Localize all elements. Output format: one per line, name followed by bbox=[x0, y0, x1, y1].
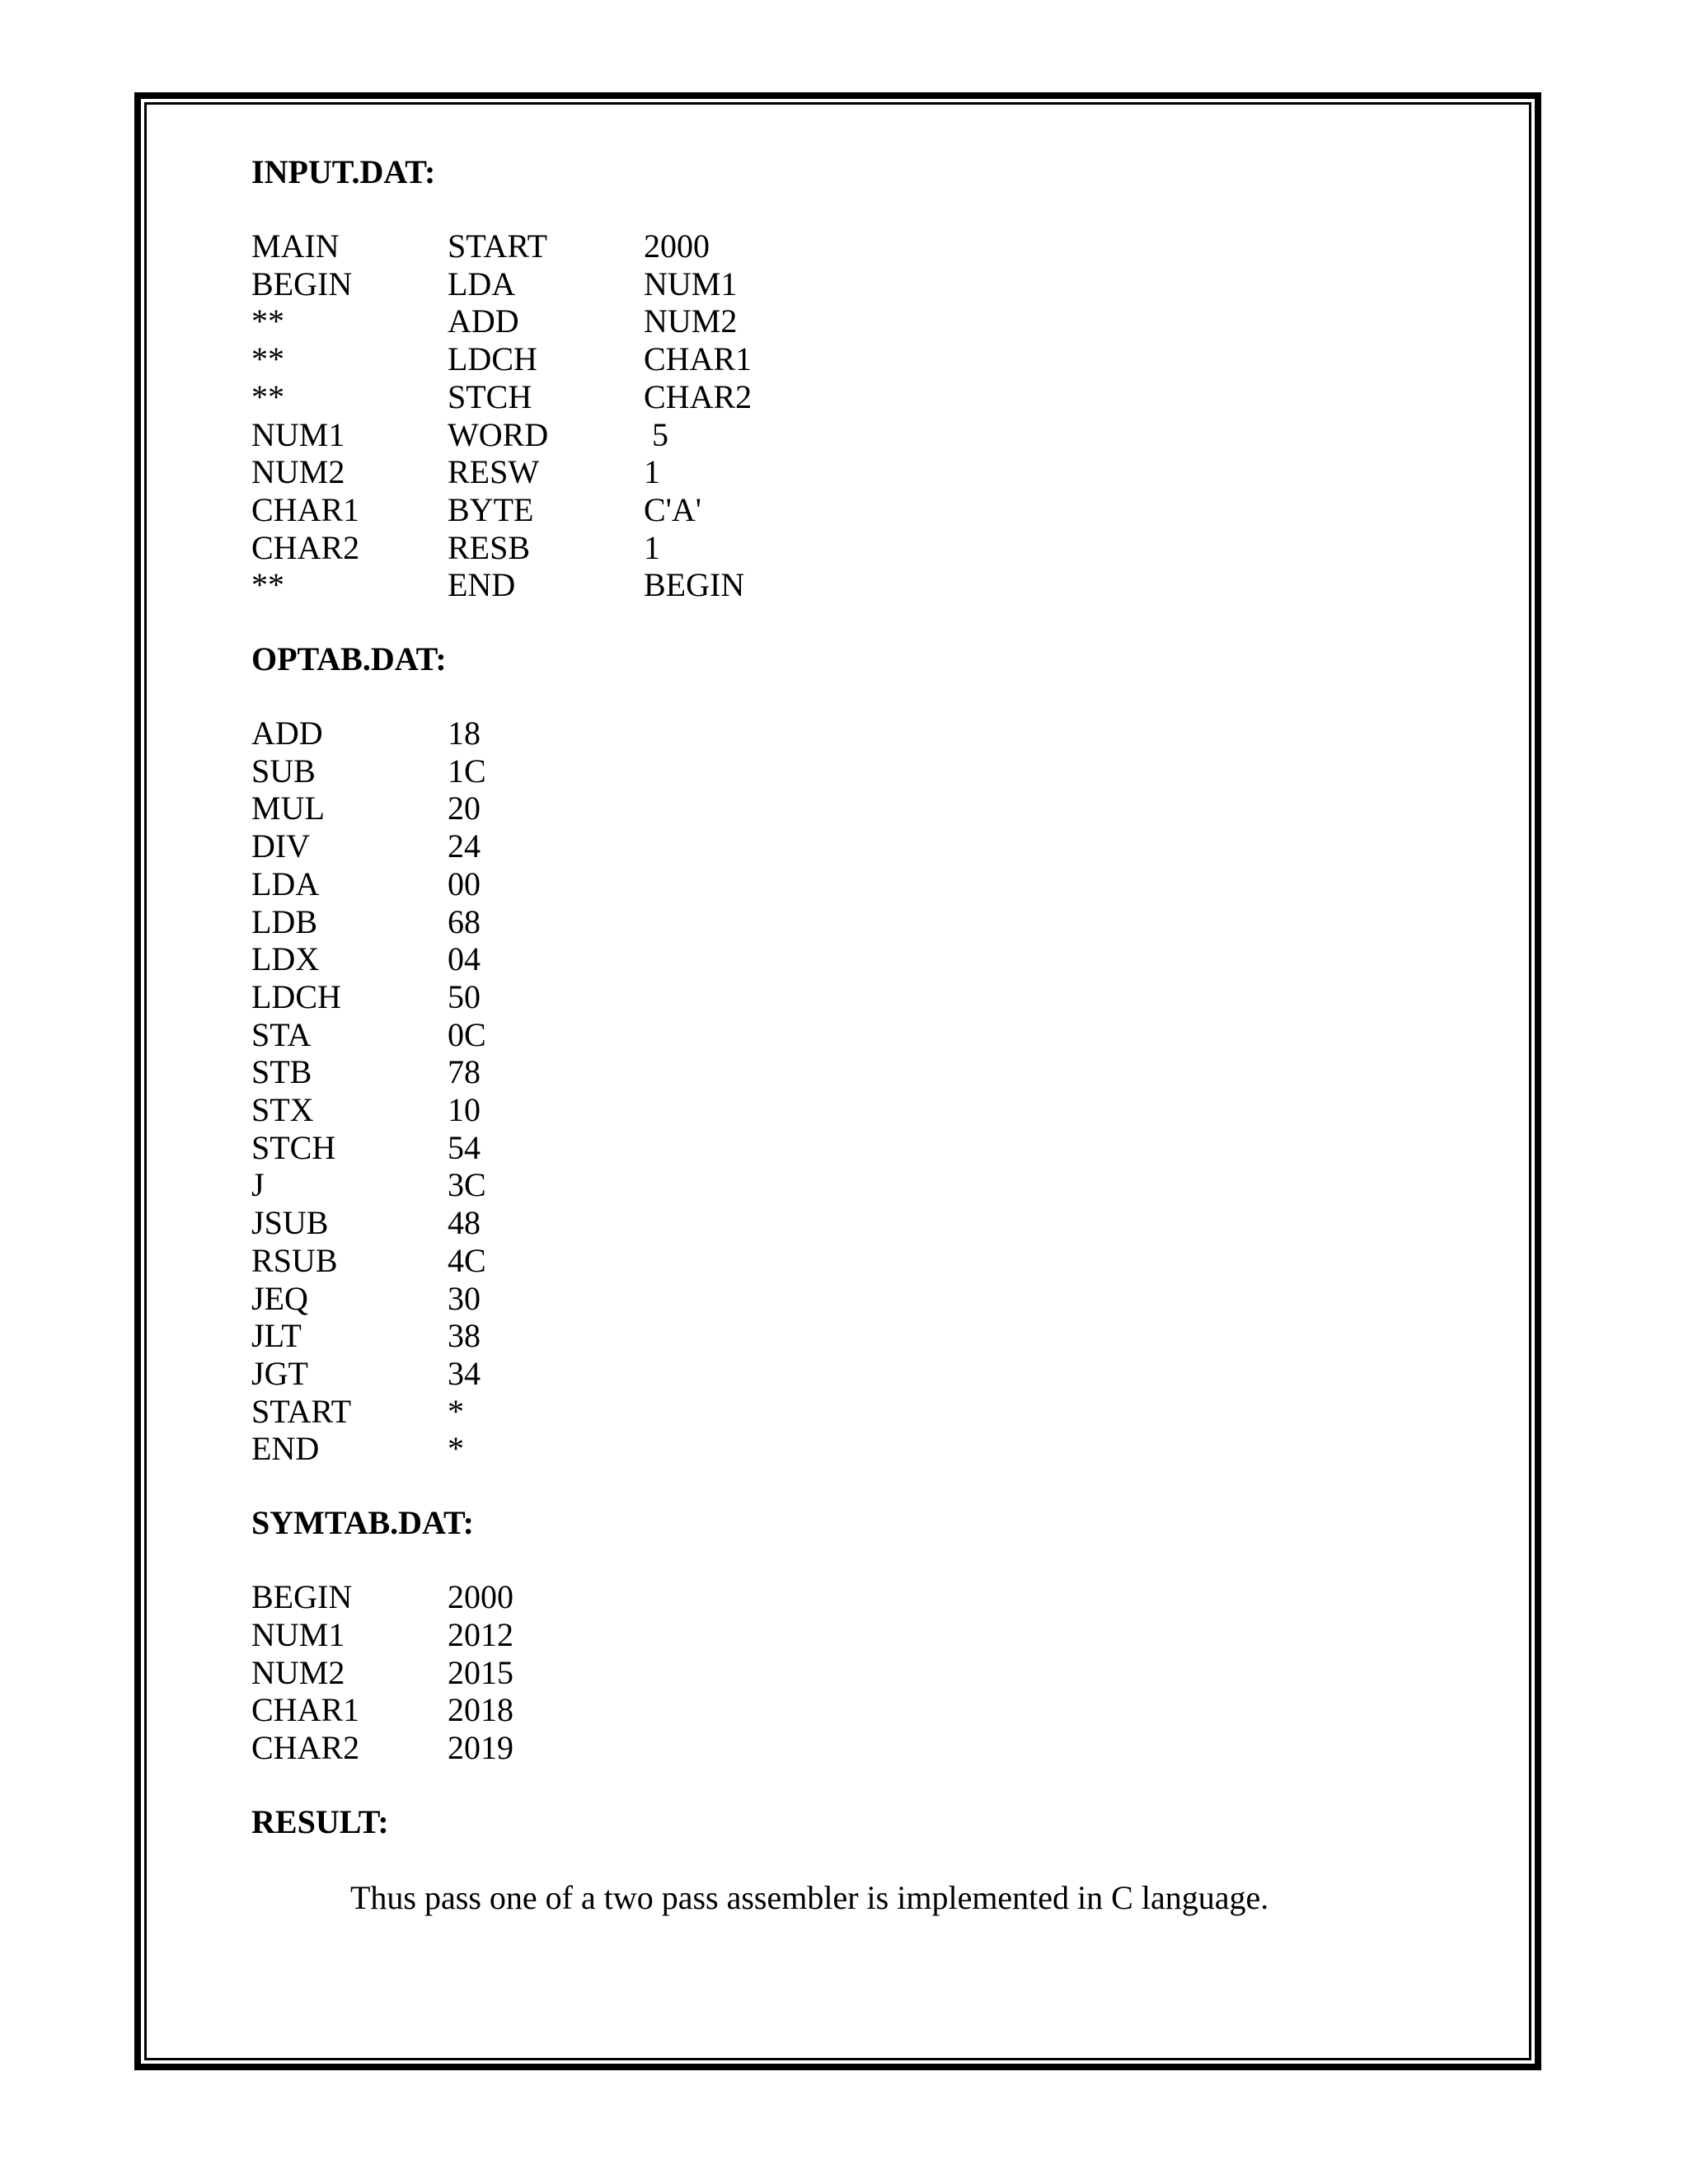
input-row-cell: 1 bbox=[644, 453, 660, 491]
input-row-cell: BEGIN bbox=[644, 566, 745, 604]
symtab-row bbox=[251, 1616, 1447, 1654]
result-heading: RESULT: bbox=[251, 1802, 389, 1840]
input-row-cell: STCH bbox=[448, 377, 532, 415]
optab-row-cell: JSUB bbox=[251, 1204, 329, 1242]
input-row-cell: CHAR1 bbox=[251, 490, 360, 528]
symtab-row-cell: CHAR2 bbox=[251, 1728, 360, 1766]
optab-row-cell: RSUB bbox=[251, 1241, 338, 1279]
input-row-cell: START bbox=[448, 227, 548, 265]
optab-row-cell: 18 bbox=[448, 715, 481, 752]
optab-row-cell: LDCH bbox=[251, 977, 341, 1015]
input-row-cell: RESB bbox=[448, 528, 531, 566]
optab-dat-heading: OPTAB.DAT: bbox=[251, 640, 447, 678]
optab-row bbox=[251, 1355, 1447, 1393]
symtab-row bbox=[251, 1654, 1447, 1692]
optab-row-cell: END bbox=[251, 1430, 320, 1468]
optab-row-cell: MUL bbox=[251, 790, 325, 827]
symtab-row-cell: CHAR1 bbox=[251, 1691, 360, 1729]
optab-row bbox=[251, 865, 1447, 903]
optab-row bbox=[251, 1166, 1447, 1204]
optab-row bbox=[251, 1280, 1447, 1318]
symtab-row-cell: 2000 bbox=[448, 1578, 513, 1616]
input-row-cell: ** bbox=[251, 302, 284, 340]
optab-row bbox=[251, 1053, 1447, 1091]
input-row bbox=[251, 340, 1447, 378]
optab-row bbox=[251, 1317, 1447, 1355]
input-row-cell: CHAR2 bbox=[644, 377, 753, 415]
input-row-cell: END bbox=[448, 566, 516, 604]
input-row-cell: ADD bbox=[448, 302, 519, 340]
optab-row-cell: 1C bbox=[448, 752, 486, 790]
symtab-row-cell: NUM2 bbox=[251, 1653, 345, 1691]
optab-row bbox=[251, 978, 1447, 1016]
optab-row bbox=[251, 827, 1447, 865]
optab-dat-table bbox=[251, 715, 1447, 1468]
input-row-cell: WORD bbox=[448, 415, 549, 453]
optab-row bbox=[251, 903, 1447, 941]
optab-row-cell: 38 bbox=[448, 1317, 481, 1355]
optab-row-cell: 78 bbox=[448, 1053, 481, 1091]
optab-row-cell: 04 bbox=[448, 940, 481, 978]
optab-row bbox=[251, 1091, 1447, 1129]
optab-row-cell: LDA bbox=[251, 865, 320, 902]
optab-row-cell: JGT bbox=[251, 1354, 308, 1392]
optab-row-cell: 48 bbox=[448, 1204, 481, 1242]
input-row-cell: NUM1 bbox=[251, 415, 345, 453]
input-row-cell: LDA bbox=[448, 265, 516, 302]
input-dat-table bbox=[251, 227, 1447, 604]
input-row-cell: MAIN bbox=[251, 227, 340, 265]
optab-row bbox=[251, 1430, 1447, 1468]
input-row-cell: RESW bbox=[448, 453, 540, 491]
symtab-row bbox=[251, 1729, 1447, 1767]
optab-row-cell: 0C bbox=[448, 1015, 486, 1053]
optab-row-cell: STX bbox=[251, 1091, 314, 1129]
symtab-row bbox=[251, 1578, 1447, 1616]
input-row bbox=[251, 378, 1447, 416]
input-row-cell: ** bbox=[251, 340, 284, 378]
optab-row-cell: SUB bbox=[251, 752, 316, 790]
optab-row-cell: LDB bbox=[251, 902, 317, 940]
optab-row bbox=[251, 1129, 1447, 1167]
optab-row bbox=[251, 752, 1447, 790]
optab-row-cell: 4C bbox=[448, 1241, 486, 1279]
input-row bbox=[251, 529, 1447, 567]
optab-row-cell: DIV bbox=[251, 827, 311, 865]
input-row-cell: NUM2 bbox=[644, 302, 738, 340]
optab-row-cell: 24 bbox=[448, 827, 481, 865]
input-row bbox=[251, 302, 1447, 340]
input-row-cell: BEGIN bbox=[251, 265, 353, 302]
optab-row-cell: 30 bbox=[448, 1279, 481, 1317]
result-text: Thus pass one of a two pass assembler is implemented in C language. bbox=[350, 1878, 1269, 1916]
symtab-row-cell: 2015 bbox=[448, 1653, 513, 1691]
optab-row-cell: JLT bbox=[251, 1317, 302, 1355]
symtab-row-cell: 2012 bbox=[448, 1615, 513, 1653]
optab-row-cell: ADD bbox=[251, 715, 323, 752]
input-row bbox=[251, 491, 1447, 529]
optab-row bbox=[251, 1204, 1447, 1242]
document-content bbox=[251, 153, 1447, 1917]
optab-row-cell: 34 bbox=[448, 1354, 481, 1392]
optab-row-cell: STCH bbox=[251, 1128, 336, 1166]
input-row-cell: NUM2 bbox=[251, 453, 345, 491]
input-row bbox=[251, 416, 1447, 454]
input-row-cell: NUM1 bbox=[644, 265, 738, 302]
optab-row-cell: START bbox=[251, 1392, 352, 1430]
optab-row-cell: 00 bbox=[448, 865, 481, 902]
input-row bbox=[251, 227, 1447, 265]
optab-row-cell: 10 bbox=[448, 1091, 481, 1129]
optab-row bbox=[251, 1393, 1447, 1431]
optab-row-cell: STA bbox=[251, 1015, 312, 1053]
symtab-row-cell: 2019 bbox=[448, 1728, 513, 1766]
input-row-cell: 2000 bbox=[644, 227, 710, 265]
symtab-row-cell: BEGIN bbox=[251, 1578, 353, 1616]
optab-row-cell: 68 bbox=[448, 902, 481, 940]
symtab-row bbox=[251, 1691, 1447, 1729]
optab-row-cell: 3C bbox=[448, 1166, 486, 1204]
input-row-cell: 1 bbox=[644, 528, 660, 566]
optab-row bbox=[251, 790, 1447, 827]
optab-row-cell: J bbox=[251, 1166, 265, 1204]
optab-row-cell: STB bbox=[251, 1053, 312, 1091]
input-row-cell: ** bbox=[251, 566, 284, 604]
optab-row bbox=[251, 1016, 1447, 1054]
input-row bbox=[251, 566, 1447, 604]
optab-row-cell: * bbox=[448, 1392, 464, 1430]
input-row-cell: CHAR1 bbox=[644, 340, 753, 378]
input-row-cell: C'A' bbox=[644, 490, 701, 528]
input-row-cell: BYTE bbox=[448, 490, 534, 528]
input-row bbox=[251, 265, 1447, 303]
optab-row bbox=[251, 940, 1447, 978]
input-row-cell: ** bbox=[251, 377, 284, 415]
optab-row-cell: 50 bbox=[448, 977, 481, 1015]
input-row bbox=[251, 453, 1447, 491]
optab-row bbox=[251, 715, 1447, 752]
optab-row-cell: 20 bbox=[448, 790, 481, 827]
optab-row bbox=[251, 1242, 1447, 1280]
symtab-row-cell: 2018 bbox=[448, 1691, 513, 1729]
input-dat-heading: INPUT.DAT: bbox=[251, 153, 436, 190]
symtab-row-cell: NUM1 bbox=[251, 1615, 345, 1653]
optab-row-cell: JEQ bbox=[251, 1279, 308, 1317]
optab-row-cell: * bbox=[448, 1430, 464, 1468]
symtab-dat-heading: SYMTAB.DAT: bbox=[251, 1504, 474, 1542]
symtab-dat-table bbox=[251, 1578, 1447, 1767]
input-row-cell: CHAR2 bbox=[251, 528, 360, 566]
optab-row-cell: LDX bbox=[251, 940, 320, 978]
input-row-cell: LDCH bbox=[448, 340, 537, 378]
optab-row-cell: 54 bbox=[448, 1128, 481, 1166]
input-row-cell: 5 bbox=[644, 415, 668, 453]
